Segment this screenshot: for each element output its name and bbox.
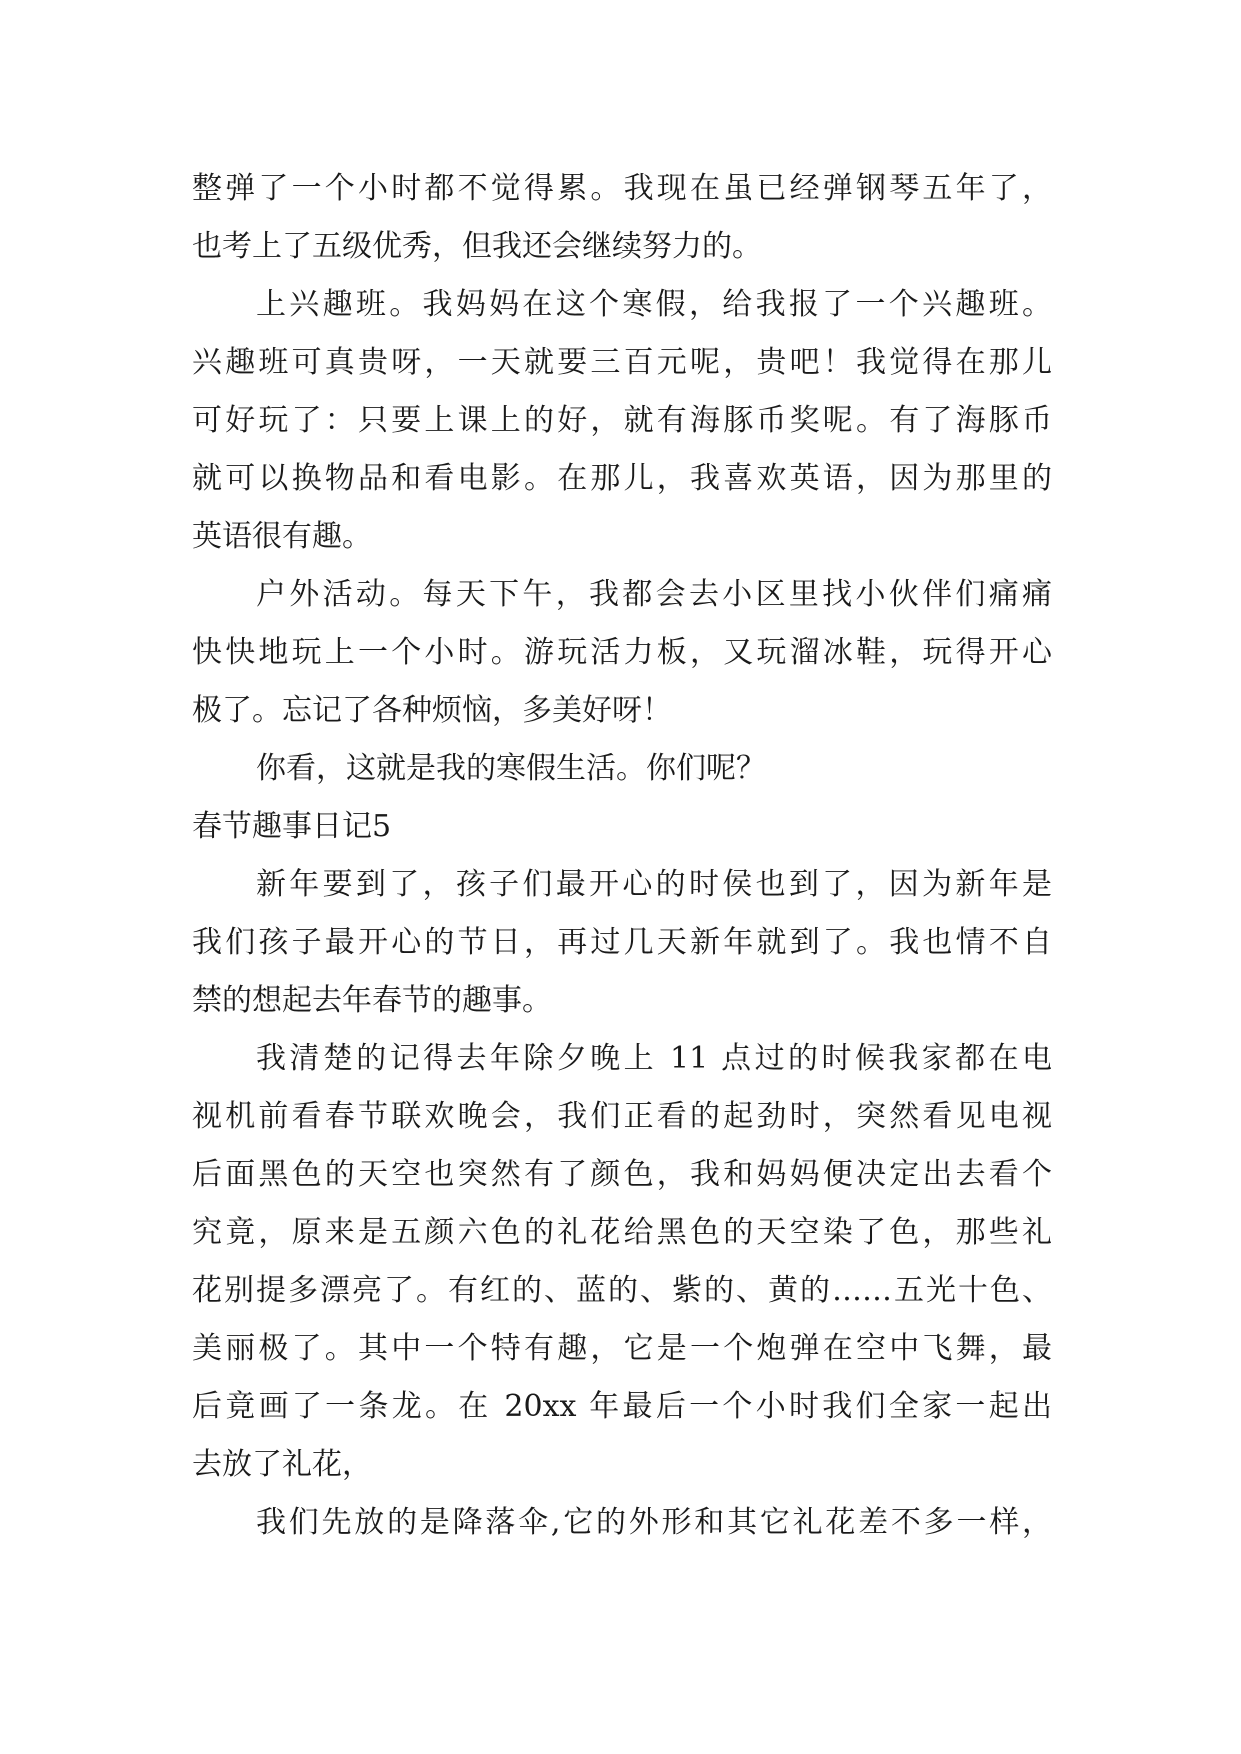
text-line: 后面黑色的天空也突然有了颜色，我和妈妈便决定出去看个 [192,1157,1052,1192]
text-line: 我们先放的是降落伞,它的外形和其它礼花差不多一样， [256,1505,1052,1540]
text-line: 快快地玩上一个小时。游玩活力板，又玩溜冰鞋，玩得开心 [192,635,1052,670]
text-line: 禁的想起去年春节的趣事。 [192,983,552,1018]
text-line: 新年要到了，孩子们最开心的时侯也到了，因为新年是 [256,867,1052,902]
text-line: 美丽极了。其中一个特有趣，它是一个炮弹在空中飞舞，最 [192,1331,1052,1366]
text-line: 极了。忘记了各种烦恼，多美好呀！ [192,693,672,728]
section-heading: 春节趣事日记5 [192,809,392,844]
text-line: 可好玩了：只要上课上的好，就有海豚币奖呢。有了海豚币 [192,403,1052,438]
text-line: 英语很有趣。 [192,519,372,554]
text-line: 花别提多漂亮了。有红的、蓝的、紫的、黄的……五光十色、 [192,1273,1052,1308]
text-line: 后竟画了一条龙。在 20xx 年最后一个小时我们全家一起出 [192,1389,1052,1424]
text-line: 也考上了五级优秀，但我还会继续努力的。 [192,229,762,264]
text-line: 整弹了一个小时都不觉得累。我现在虽已经弹钢琴五年了， [192,171,1052,206]
text-line: 上兴趣班。我妈妈在这个寒假，给我报了一个兴趣班。 [256,287,1052,322]
document-body [192,160,1052,1552]
text-line: 我们孩子最开心的节日，再过几天新年就到了。我也情不自 [192,925,1052,960]
text-line: 去放了礼花， [192,1447,372,1482]
text-line: 户外活动。每天下午，我都会去小区里找小伙伴们痛痛 [256,577,1052,612]
text-line: 兴趣班可真贵呀，一天就要三百元呢，贵吧！我觉得在那儿 [192,345,1052,380]
text-line: 我清楚的记得去年除夕晚上 11 点过的时候我家都在电 [256,1041,1052,1076]
text-line: 你看，这就是我的寒假生活。你们呢？ [256,751,766,786]
text-line: 视机前看春节联欢晚会，我们正看的起劲时，突然看见电视 [192,1099,1052,1134]
text-line: 究竟，原来是五颜六色的礼花给黑色的天空染了色，那些礼 [192,1215,1052,1250]
text-line: 就可以换物品和看电影。在那儿，我喜欢英语，因为那里的 [192,461,1052,496]
